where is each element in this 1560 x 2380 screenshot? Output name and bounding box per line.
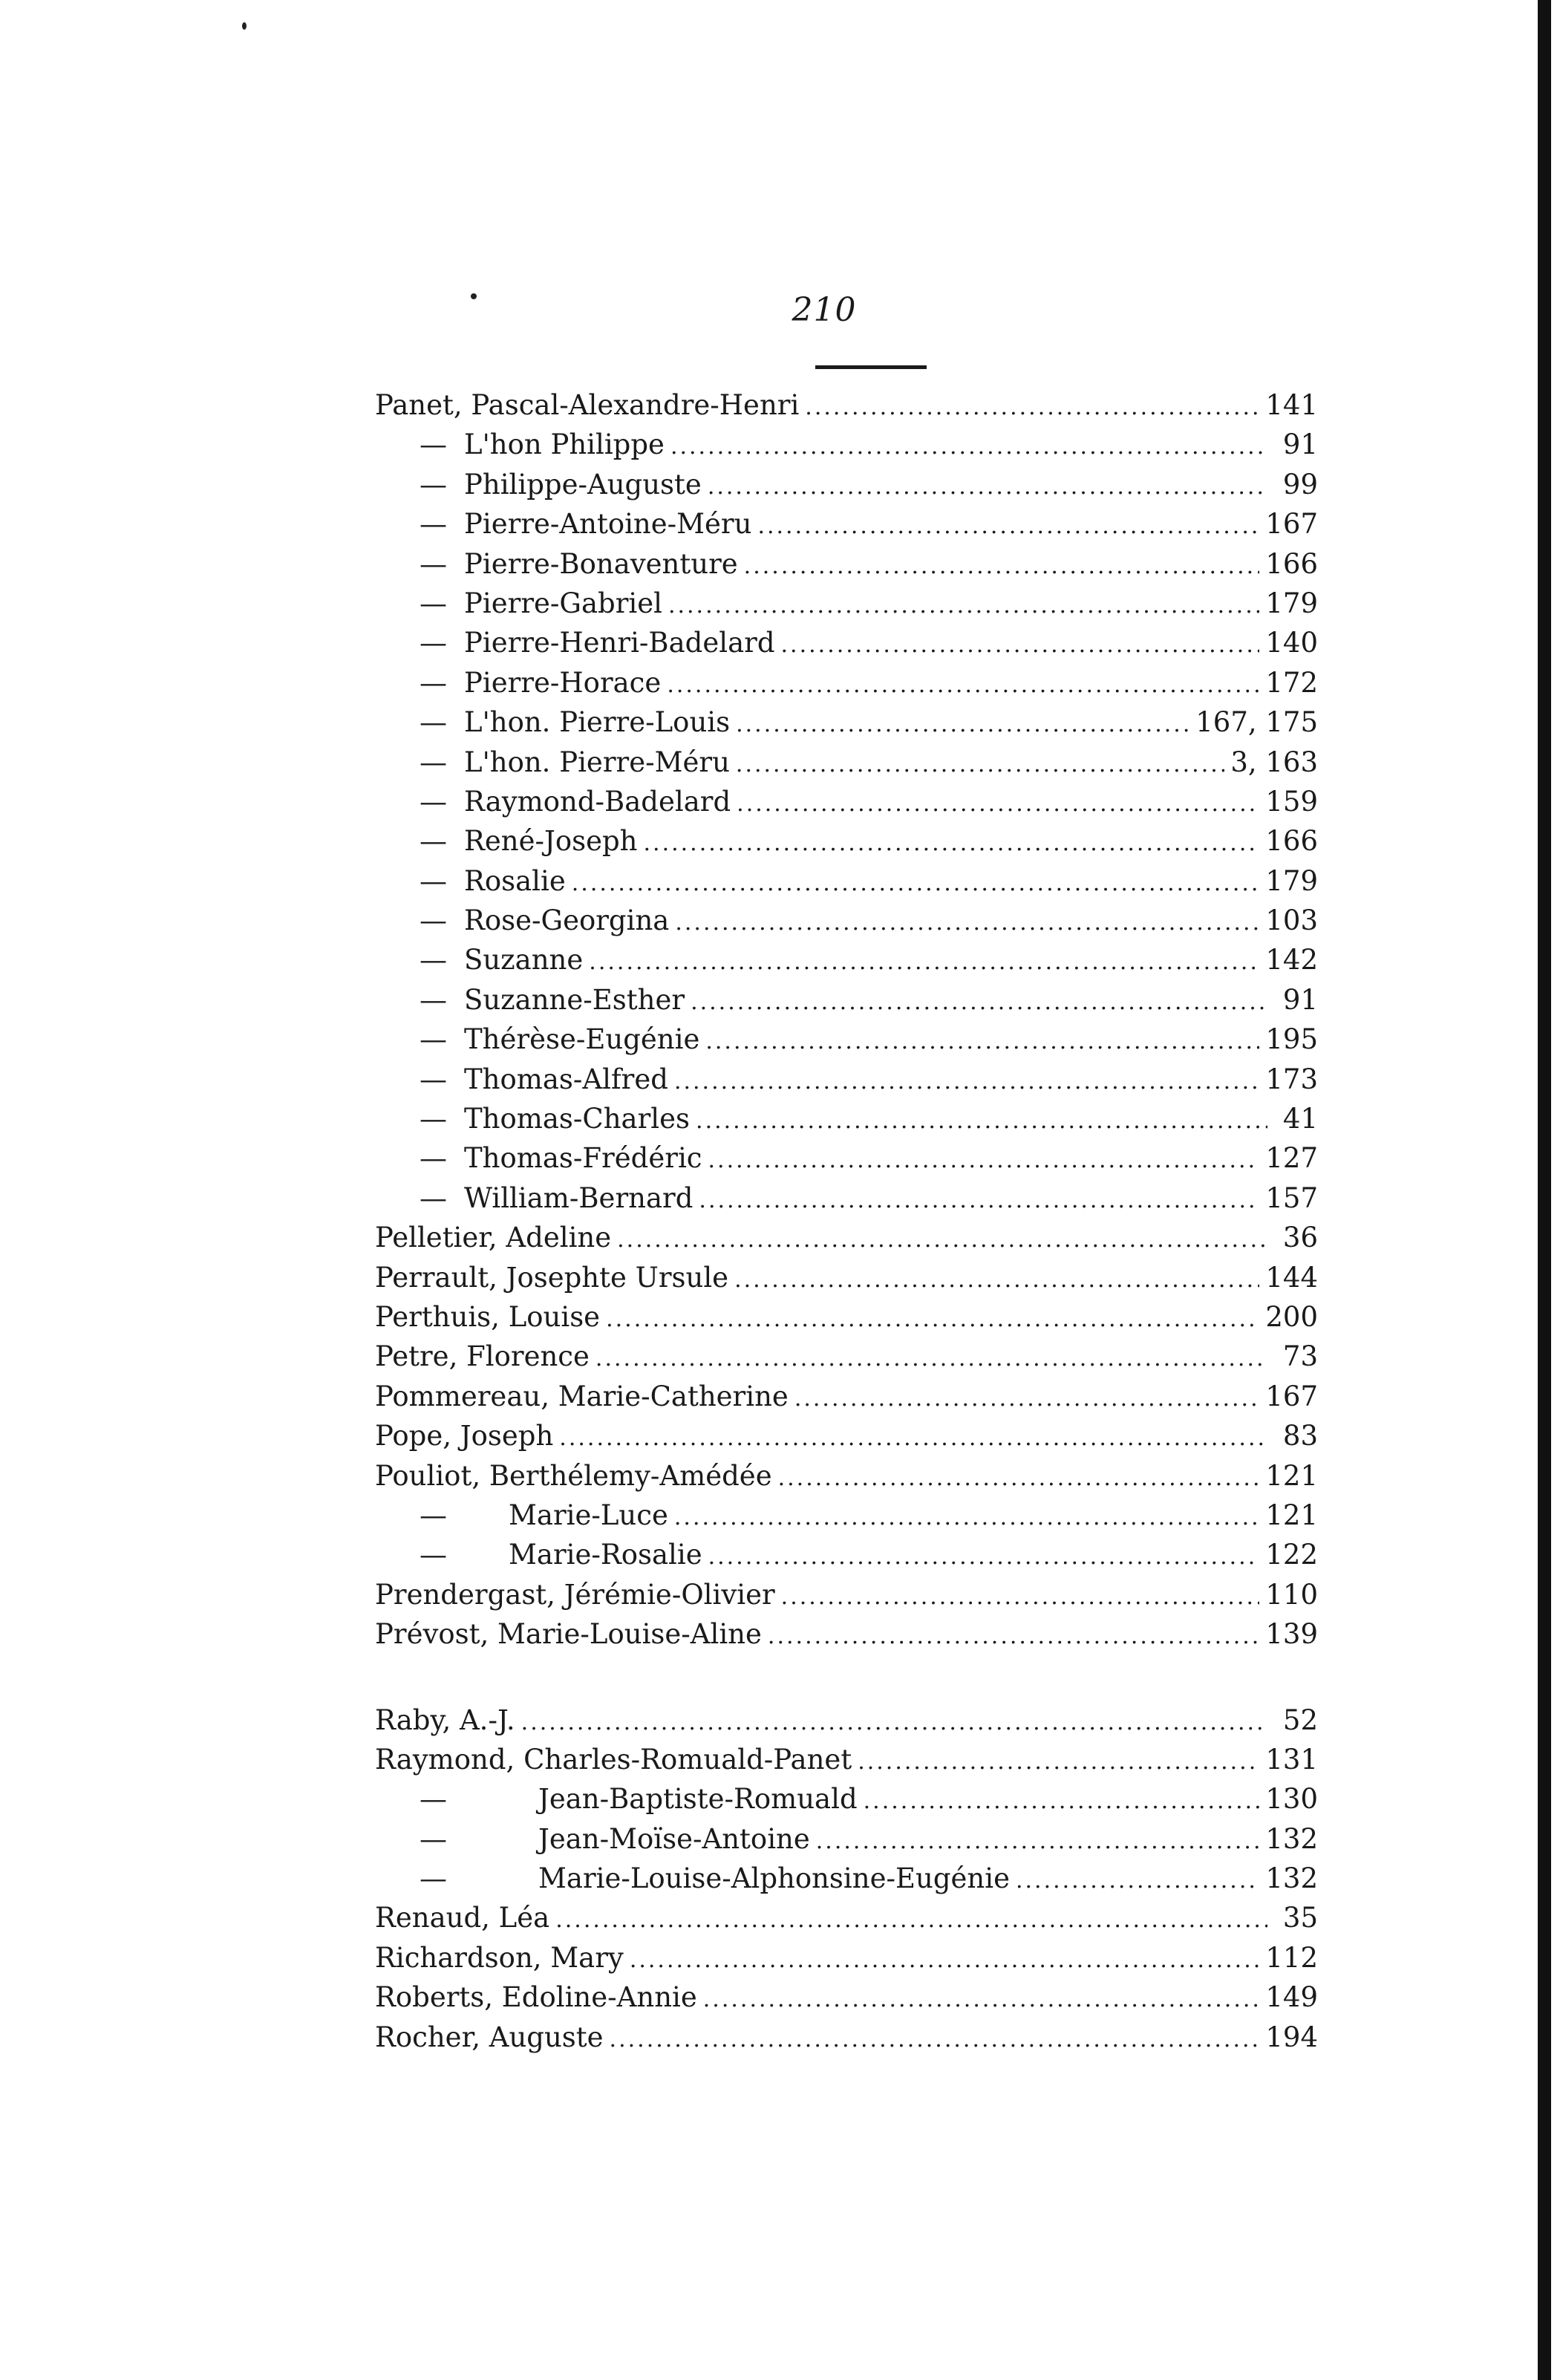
- index-entry: [375, 1981, 1318, 2021]
- entry-page-ref: 194: [1265, 2021, 1318, 2053]
- ditto-dash: —: [420, 1539, 447, 1571]
- index-entry: [375, 1862, 1318, 1902]
- index-entry: [375, 1063, 1318, 1103]
- entry-page-ref: 91: [1282, 983, 1318, 1016]
- index-entry: [375, 1460, 1318, 1499]
- dot-leader: [734, 1267, 1259, 1293]
- ditto-dash: —: [420, 1063, 447, 1095]
- index-entry: [375, 1902, 1318, 1941]
- index-entry: [375, 1420, 1318, 1459]
- print-speck: [242, 22, 247, 30]
- entry-name: L'hon. Pierre-Méru: [464, 746, 730, 778]
- entry-page-ref: 144: [1265, 1261, 1318, 1294]
- dot-leader: [737, 791, 1259, 817]
- index-entry: [375, 1539, 1318, 1578]
- entry-name: Thomas-Charles: [464, 1103, 691, 1135]
- dot-leader: [805, 394, 1259, 420]
- dot-leader: [572, 870, 1260, 896]
- entry-page-ref: 167, 175: [1195, 706, 1318, 739]
- entry-name: Roberts, Edoline-Annie: [375, 1981, 697, 2014]
- ditto-dash: —: [420, 904, 447, 937]
- header-rule: [815, 365, 927, 369]
- ditto-dash: —: [420, 468, 447, 501]
- entry-name: Perrault, Josephte Ursule: [375, 1261, 729, 1294]
- entry-page-ref: 110: [1265, 1578, 1318, 1611]
- dot-leader: [617, 1227, 1267, 1253]
- dot-leader: [674, 1504, 1259, 1530]
- entry-page-ref: 112: [1265, 1941, 1318, 1974]
- index-entry: [375, 667, 1318, 706]
- dot-leader: [768, 1623, 1259, 1649]
- index-entry: [375, 1222, 1318, 1261]
- page-edge-shadow: [1538, 0, 1551, 2380]
- entry-page-ref: 130: [1265, 1783, 1318, 1816]
- dot-leader: [781, 1584, 1260, 1610]
- entry-name: Rosalie: [464, 864, 566, 897]
- index-entry: [375, 1744, 1318, 1783]
- entry-name: Panet, Pascal-Alexandre-Henri: [375, 389, 800, 421]
- index-entry: [375, 1618, 1318, 1657]
- index-entry: [375, 2021, 1318, 2061]
- entry-name: Thérèse-Eugénie: [464, 1023, 700, 1056]
- dot-leader: [757, 513, 1259, 539]
- dot-leader: [521, 1709, 1267, 1735]
- entry-name: Rose-Georgina: [464, 904, 670, 937]
- index-entry: [375, 904, 1318, 944]
- ditto-dash: —: [420, 983, 447, 1016]
- dot-leader: [816, 1828, 1260, 1854]
- index-entry: [375, 1942, 1318, 1981]
- entry-name: Jean-Baptiste-Romuald: [538, 1783, 858, 1816]
- ditto-dash: —: [420, 785, 447, 818]
- index-entry: [375, 706, 1318, 746]
- index-entry: [375, 1023, 1318, 1063]
- index-entry: [375, 389, 1318, 428]
- index-entry: [375, 1823, 1318, 1862]
- ditto-dash: —: [420, 1783, 447, 1816]
- entry-page-ref: 35: [1282, 1902, 1318, 1934]
- entry-name: L'hon. Pierre-Louis: [464, 706, 731, 739]
- entry-page-ref: 127: [1265, 1142, 1318, 1175]
- index-entry: [375, 1182, 1318, 1222]
- entry-page-ref: 141: [1265, 389, 1318, 421]
- entry-name: Thomas-Alfred: [464, 1063, 668, 1095]
- dot-leader: [595, 1346, 1267, 1372]
- entry-name: Pierre-Horace: [464, 666, 662, 699]
- dot-leader: [708, 1544, 1260, 1570]
- dot-leader: [794, 1386, 1260, 1412]
- index-entry: [375, 825, 1318, 864]
- entry-name: Suzanne: [464, 944, 584, 977]
- entry-name: Pelletier, Adeline: [375, 1222, 612, 1254]
- ditto-dash: —: [420, 1822, 447, 1855]
- index-entry: [375, 1579, 1318, 1618]
- ditto-dash: —: [420, 864, 447, 897]
- index-entry: [375, 1380, 1318, 1420]
- entry-name: Raymond, Charles-Romuald-Panet: [375, 1743, 852, 1776]
- entry-page-ref: 142: [1265, 944, 1318, 977]
- index-entry: [375, 469, 1318, 508]
- index-entry: [375, 1340, 1318, 1380]
- entry-name: Pope, Joseph: [375, 1420, 554, 1453]
- ditto-dash: —: [420, 1142, 447, 1175]
- dot-leader: [699, 1187, 1259, 1213]
- entry-page-ref: 91: [1282, 428, 1318, 461]
- print-speck: [471, 293, 477, 299]
- dot-leader: [708, 474, 1267, 500]
- dot-leader: [644, 830, 1260, 856]
- dot-leader: [674, 1069, 1259, 1095]
- index-entry: [375, 1103, 1318, 1142]
- entry-page-ref: 3, 163: [1230, 746, 1318, 778]
- entry-name: Jean-Moïse-Antoine: [538, 1822, 810, 1855]
- entry-page-ref: 200: [1265, 1300, 1318, 1333]
- dot-leader: [667, 672, 1259, 698]
- entry-name: Petre, Florence: [375, 1340, 590, 1373]
- ditto-dash: —: [420, 627, 447, 659]
- index-entry: [375, 1704, 1318, 1744]
- entry-page-ref: 121: [1265, 1499, 1318, 1531]
- entry-page-ref: 99: [1282, 468, 1318, 501]
- entry-name: Suzanne-Esther: [464, 983, 685, 1016]
- group-separator: [375, 1658, 1318, 1704]
- entry-page-ref: 103: [1265, 904, 1318, 937]
- dot-leader: [778, 1465, 1260, 1491]
- entry-page-ref: 173: [1265, 1063, 1318, 1095]
- dot-leader: [781, 632, 1260, 658]
- entry-name: Perthuis, Louise: [375, 1300, 601, 1333]
- entry-page-ref: 41: [1282, 1103, 1318, 1135]
- entry-page-ref: 73: [1282, 1340, 1318, 1373]
- ditto-dash: —: [420, 587, 447, 619]
- dot-leader: [691, 989, 1267, 1015]
- ditto-dash: —: [420, 746, 447, 778]
- dot-leader: [705, 1028, 1259, 1054]
- dot-leader: [696, 1108, 1267, 1134]
- ditto-dash: —: [420, 706, 447, 739]
- dot-leader: [670, 434, 1267, 460]
- entry-name: Rocher, Auguste: [375, 2021, 604, 2053]
- dot-leader: [708, 1147, 1260, 1173]
- index-entry: [375, 984, 1318, 1023]
- entry-page-ref: 149: [1265, 1981, 1318, 2014]
- entry-page-ref: 132: [1265, 1862, 1318, 1895]
- entry-name: Pouliot, Berthélemy-Amédée: [375, 1459, 772, 1492]
- entry-page-ref: 140: [1265, 627, 1318, 659]
- index-entry: [375, 746, 1318, 786]
- ditto-dash: —: [420, 1023, 447, 1056]
- entry-page-ref: 36: [1282, 1222, 1318, 1254]
- index-entry: [375, 627, 1318, 666]
- dot-leader: [589, 949, 1259, 975]
- dot-leader: [744, 553, 1260, 579]
- index-entry: [375, 1262, 1318, 1301]
- dot-leader: [630, 1947, 1260, 1973]
- entry-page-ref: 159: [1265, 785, 1318, 818]
- dot-leader: [1016, 1868, 1259, 1894]
- entry-name: Pommereau, Marie-Catherine: [375, 1380, 789, 1412]
- entry-page-ref: 139: [1265, 1618, 1318, 1651]
- entry-page-ref: 122: [1265, 1539, 1318, 1571]
- entry-page-ref: 121: [1265, 1459, 1318, 1492]
- index-entry: [375, 865, 1318, 904]
- ditto-dash: —: [420, 1181, 447, 1214]
- entry-name: Raymond-Badelard: [464, 785, 731, 818]
- entry-name: Prendergast, Jérémie-Olivier: [375, 1578, 775, 1611]
- entry-page-ref: 157: [1265, 1181, 1318, 1214]
- entry-name: L'hon Philippe: [464, 428, 665, 461]
- entry-page-ref: 179: [1265, 587, 1318, 619]
- entry-name: René-Joseph: [464, 825, 638, 858]
- entry-page-ref: 131: [1265, 1743, 1318, 1776]
- page-number: 210: [792, 291, 857, 329]
- entry-page-ref: 166: [1265, 547, 1318, 580]
- entry-page-ref: 52: [1282, 1704, 1318, 1736]
- index-entry: [375, 1142, 1318, 1181]
- dot-leader: [736, 752, 1224, 777]
- dot-leader: [703, 1986, 1260, 2012]
- dot-leader: [606, 1306, 1259, 1332]
- entry-name: Renaud, Léa: [375, 1902, 550, 1934]
- dot-leader: [559, 1425, 1267, 1451]
- index-entry: [375, 1499, 1318, 1539]
- dot-leader: [668, 593, 1259, 619]
- ditto-dash: —: [420, 1862, 447, 1895]
- entry-name: Prévost, Marie-Louise-Aline: [375, 1618, 762, 1651]
- entry-name: William-Bernard: [464, 1181, 693, 1214]
- ditto-dash: —: [420, 666, 447, 699]
- index-entry: [375, 786, 1318, 825]
- entry-name: Marie-Rosalie: [509, 1539, 702, 1571]
- entry-name: Philippe-Auguste: [464, 468, 702, 501]
- dot-leader: [610, 2027, 1260, 2053]
- index-list: [375, 389, 1318, 2061]
- entry-page-ref: 179: [1265, 864, 1318, 897]
- ditto-dash: —: [420, 547, 447, 580]
- entry-page-ref: 195: [1265, 1023, 1318, 1056]
- dot-leader: [858, 1749, 1259, 1775]
- entry-name: Marie-Luce: [509, 1499, 668, 1531]
- entry-page-ref: 167: [1265, 508, 1318, 541]
- entry-name: Pierre-Henri-Badelard: [464, 627, 775, 659]
- entry-name: Pierre-Gabriel: [464, 587, 662, 619]
- index-entry: [375, 1783, 1318, 1822]
- dot-leader: [675, 910, 1259, 936]
- ditto-dash: —: [420, 428, 447, 461]
- ditto-dash: —: [420, 1499, 447, 1531]
- index-entry: [375, 508, 1318, 547]
- index-entry: [375, 944, 1318, 983]
- entry-name: Raby, A.-J.: [375, 1704, 515, 1736]
- index-group-r: [375, 1704, 1318, 2061]
- entry-name: Richardson, Mary: [375, 1941, 624, 1974]
- entry-page-ref: 132: [1265, 1822, 1318, 1855]
- dot-leader: [736, 711, 1189, 737]
- entry-page-ref: 166: [1265, 825, 1318, 858]
- index-entry: [375, 587, 1318, 627]
- dot-leader: [555, 1907, 1267, 1933]
- entry-page-ref: 172: [1265, 666, 1318, 699]
- entry-page-ref: 83: [1282, 1420, 1318, 1453]
- entry-name: Pierre-Antoine-Méru: [464, 508, 752, 541]
- index-entry: [375, 1301, 1318, 1340]
- index-entry: [375, 428, 1318, 468]
- ditto-dash: —: [420, 508, 447, 541]
- entry-name: Marie-Louise-Alphonsine-Eugénie: [538, 1862, 1010, 1895]
- ditto-dash: —: [420, 825, 447, 858]
- dot-leader: [864, 1788, 1260, 1814]
- entry-page-ref: 167: [1265, 1380, 1318, 1412]
- ditto-dash: —: [420, 944, 447, 977]
- ditto-dash: —: [420, 1103, 447, 1135]
- index-group-p: [375, 389, 1318, 1658]
- entry-name: Pierre-Bonaventure: [464, 547, 738, 580]
- index-entry: [375, 548, 1318, 587]
- entry-name: Thomas-Frédéric: [464, 1142, 702, 1175]
